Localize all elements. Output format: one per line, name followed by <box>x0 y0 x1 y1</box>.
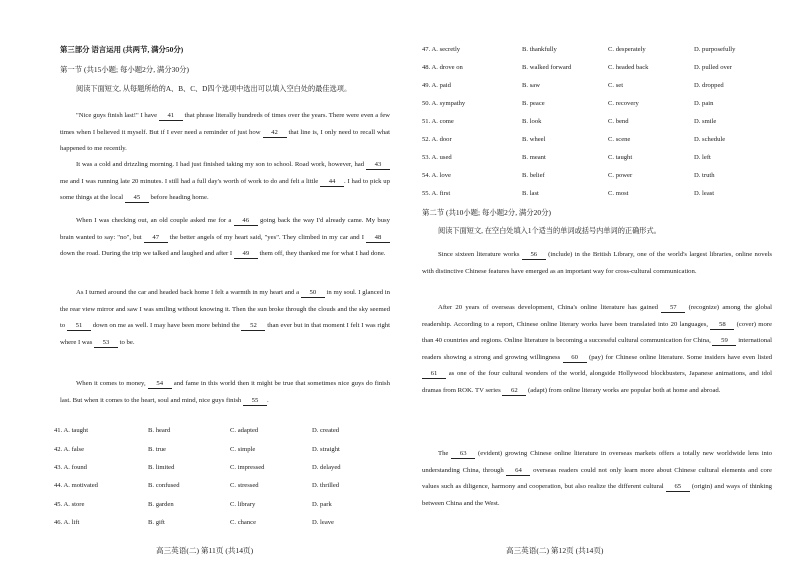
option-d: D. smile <box>694 118 717 125</box>
option-d: D. park <box>312 501 332 508</box>
option-a: 55. A. first <box>422 190 451 197</box>
blank-50: 50 <box>301 288 325 298</box>
passage-text: (adapt) from online literary works are popular both at home and abroad. <box>526 386 721 394</box>
passage-text: (recognize) among the global readership. According to a report, Chinese online literary works have been translated into 20 languages, <box>422 304 772 328</box>
option-c: C. most <box>608 190 629 197</box>
option-a: 48. A. drove on <box>422 64 463 71</box>
passage-text: (evident) growing Chinese online literature in overseas markets offers a totally new worldwide lens into understanding China, through <box>422 450 772 474</box>
passage-text: . I had to pick up some things at the local <box>60 177 390 201</box>
blank-52: 52 <box>241 321 265 331</box>
option-b: B. garden <box>148 501 174 508</box>
option-d: D. delayed <box>312 464 341 471</box>
passage-text: that phrase literally hundreds of times over the years. There were even a few times when I believed it myself. But if I ever need a reminder of just how <box>60 112 390 136</box>
option-a: 52. A. door <box>422 136 452 143</box>
option-c: C. bend <box>608 118 629 125</box>
option-a: 46. A. lift <box>54 519 80 526</box>
blank-64: 64 <box>506 466 530 476</box>
passage-text: to be. <box>117 338 135 346</box>
page-footer: 高三英语(二) 第11页 (共14页) <box>156 546 254 555</box>
option-c: C. impressed <box>230 464 265 471</box>
blank-44: 44 <box>320 177 344 187</box>
option-b: B. last <box>522 190 539 197</box>
option-b: B. heard <box>148 427 171 434</box>
passage-text: After 20 years of overseas development, China's online literature has gained <box>438 304 662 311</box>
option-d: D. least <box>694 190 715 197</box>
option-d: D. pulled over <box>694 64 732 71</box>
passage-text: and fame in this world then it might be true that sometimes nice guys do finish last. But when it comes to the heart, soul and mind, nice guys finish <box>60 380 390 404</box>
option-c: C. power <box>608 172 633 179</box>
passage-text: . <box>266 396 269 404</box>
passage-text: before heading home. <box>148 194 209 201</box>
passage-paragraph <box>422 300 772 399</box>
option-a: 53. A. used <box>422 154 452 161</box>
blank-61: 61 <box>422 369 446 379</box>
passage-text: me and I was running late 20 minutes. I still had a full day's worth of work to do and felt a little <box>60 177 321 185</box>
blank-57: 57 <box>661 303 685 313</box>
blank-65: 65 <box>666 482 690 492</box>
blank-48: 48 <box>366 233 390 243</box>
passage-text: When it comes to money, <box>76 380 148 387</box>
option-a: 43. A. found <box>54 464 87 471</box>
blank-46: 46 <box>234 216 258 226</box>
option-d: D. created <box>312 427 340 434</box>
blank-58: 58 <box>710 320 734 330</box>
blank-51: 51 <box>67 321 91 331</box>
option-b: B. gift <box>148 519 165 526</box>
passage-text: Since sixteen literature works <box>438 251 522 258</box>
blank-56: 56 <box>522 250 546 260</box>
option-c: C. recovery <box>608 100 639 107</box>
blank-47: 47 <box>144 233 168 243</box>
blank-54: 54 <box>148 379 172 389</box>
option-c: C. scene <box>608 136 631 143</box>
passage-text: going back the way I'd already came. My busy brain wanted to say: "no", but <box>60 217 391 241</box>
blank-43: 43 <box>366 160 390 170</box>
option-c: C. library <box>230 501 256 508</box>
passage-paragraph <box>422 247 772 280</box>
passage-text: overseas readers could not only learn more about Chinese cultural elements and core values such as diligence, harmony and cooperation, but also realize the different cultural <box>422 466 772 490</box>
option-d: D. purposefully <box>694 46 736 53</box>
option-b: B. confused <box>148 482 180 489</box>
blank-55: 55 <box>243 396 267 406</box>
option-d: D. straight <box>312 446 340 453</box>
passage-text: down on me as well. I may have been more behind the <box>90 322 242 329</box>
passage-text: (cover) more than 40 countries and regions. Online literature is becoming a successful cultural communication for China, <box>422 320 773 344</box>
passage-text: (include) in the British Library, one of the world's largest libraries, online novels with distinctive Chinese features have emerged as an important way for cross-cultural communication. <box>422 251 772 275</box>
section1-heading: 第一节 (共15小题; 每小题2分, 满分30分) <box>60 65 189 74</box>
part-heading: 第三部分 语言运用 (共两节, 满分50分) <box>60 45 184 54</box>
page-footer: 高三英语(二) 第12页 (共14页) <box>506 546 604 555</box>
blank-62: 62 <box>502 386 526 396</box>
passage-text: the better angels of my heart said, "yes". They climbed in my car and I <box>167 233 366 241</box>
option-b: B. walked forward <box>522 64 572 71</box>
blank-63: 63 <box>451 449 475 459</box>
blank-42: 42 <box>263 128 287 138</box>
passage-text: (pay) for Chinese online literature. Some insiders have even listed <box>586 353 773 361</box>
passage-text: It was a cold and drizzling morning. I had just finished taking my son to school. Road work, however, had <box>76 161 366 168</box>
option-a: 50. A. sympathy <box>422 100 466 107</box>
passage-text: "Nice guys finish last!" I have <box>76 112 159 119</box>
option-a: 44. A. motivated <box>54 482 98 489</box>
option-b: B. wheel <box>522 136 546 143</box>
blank-59: 59 <box>712 336 736 346</box>
passage-paragraph <box>60 213 390 263</box>
option-b: B. peace <box>522 100 545 107</box>
option-b: B. limited <box>148 464 175 471</box>
option-a: 41. A. taught <box>54 427 89 434</box>
option-c: C. headed back <box>608 64 649 71</box>
passage-text: down the road. During the trip we talked and laughed and after I <box>60 250 234 257</box>
option-d: D. thrilled <box>312 482 340 489</box>
option-a: 51. A. come <box>422 118 454 125</box>
passage-paragraph <box>60 157 390 207</box>
option-c: C. set <box>608 82 624 89</box>
option-b: B. look <box>522 118 542 125</box>
option-c: C. stressed <box>230 482 259 489</box>
option-c: C. desperately <box>608 46 646 53</box>
blank-45: 45 <box>125 193 149 203</box>
option-c: C. simple <box>230 446 256 453</box>
passage-paragraph <box>60 285 390 351</box>
option-b: B. meant <box>522 154 546 161</box>
passage-paragraph <box>422 446 772 512</box>
option-c: C. taught <box>608 154 633 161</box>
option-c: C. chance <box>230 519 256 526</box>
section1-instruction: 阅读下面短文, 从每题所给的A、B、C、D四个选项中选出可以填入空白处的最佳选项。 <box>76 85 352 93</box>
passage-paragraph <box>60 376 390 409</box>
option-b: B. saw <box>522 82 540 89</box>
passage-text: them off, they thanked me for what I had done. <box>257 250 386 257</box>
option-a: 42. A. false <box>54 446 85 453</box>
passage-text: that line is, I only need to recall what happened to me recently. <box>60 128 390 152</box>
passage-paragraph <box>60 108 390 158</box>
passage-text: The <box>438 450 452 457</box>
option-a: 54. A. love <box>422 172 451 179</box>
option-d: D. dropped <box>694 82 724 89</box>
option-b: B. true <box>148 446 166 453</box>
section2-heading: 第二节 (共10小题; 每小题2分, 满分20分) <box>422 208 551 217</box>
passage-text: (origin) and ways of thinking between China and the West. <box>422 483 773 507</box>
passage-text: When I was checking out, an old couple asked me for a <box>76 217 234 224</box>
blank-60: 60 <box>563 353 587 363</box>
option-d: D. truth <box>694 172 715 179</box>
option-b: B. thankfully <box>522 46 557 53</box>
passage-text: As I turned around the car and headed back home I felt a warmth in my heart and a <box>76 289 301 296</box>
option-a: 49. A. paid <box>422 82 451 89</box>
blank-49: 49 <box>234 249 258 259</box>
option-b: B. belief <box>522 172 545 179</box>
option-d: D. schedule <box>694 136 726 143</box>
blank-53: 53 <box>94 338 118 348</box>
passage-text: as one of the four cultural wonders of the world, alongside Hollywood blockbusters, Japanese animations, and idol dramas from ROK. TV series <box>422 370 772 394</box>
option-d: D. left <box>694 154 711 161</box>
option-d: D. leave <box>312 519 334 526</box>
section2-instruction: 阅读下面短文, 在空白处填入1个适当的单词或括号内单词的正确形式。 <box>438 227 661 235</box>
option-a: 45. A. store <box>54 501 85 508</box>
option-c: C. adapted <box>230 427 259 434</box>
passage-text: international readers showing a strong and growing willingness <box>422 337 772 361</box>
blank-41: 41 <box>159 111 183 121</box>
passage-text: in my soul. I glanced in the rear view mirror and saw I was smiling without knowing it. Then the sun broke through the clouds and the sky seemed to <box>60 289 390 329</box>
option-a: 47. A. secretly <box>422 46 461 53</box>
passage-text: than ever but in that moment I felt I was right where I was <box>60 322 391 346</box>
option-d: D. pain <box>694 100 714 107</box>
